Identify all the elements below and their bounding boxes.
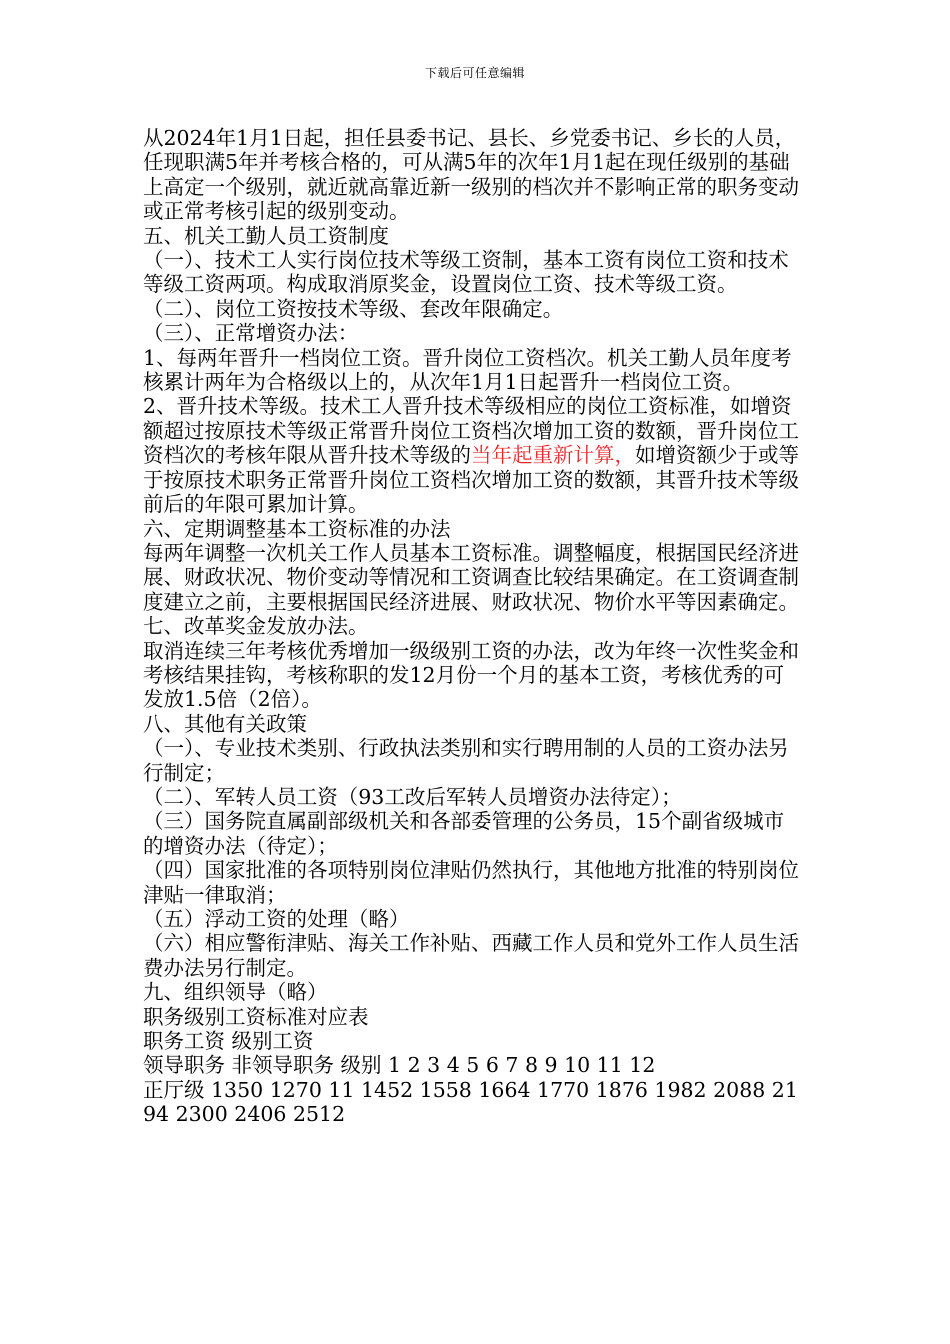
section-heading: 五、机关工勤人员工资制度 bbox=[143, 223, 389, 248]
text-segment: 如增资额少于或等于按原技术职务正常晋升岗位工资档次增加工资的数额，其晋升技术等级前后的年限可累加计算。 bbox=[143, 443, 799, 517]
paragraph: （四）国家批准的各项特别岗位津贴仍然执行，其他地方批准的特别岗位津贴一律取消； bbox=[143, 858, 799, 907]
section-heading: 九、组织领导（略） bbox=[143, 980, 328, 1005]
paragraph: （二）、岗位工资按技术等级、套改年限确定。 bbox=[143, 296, 564, 321]
paragraph: （三）国务院直属副部级机关和各部委管理的公务员，15个副省级城市的增资办法（待定）； bbox=[143, 809, 785, 858]
section-heading: 六、定期调整基本工资标准的办法 bbox=[143, 516, 451, 541]
section-heading: 八、其他有关政策 bbox=[143, 711, 307, 736]
document-body bbox=[143, 126, 803, 1127]
paragraph: （一）、技术工人实行岗位技术等级工资制，基本工资有岗位工资和技术等级工资两项。构成取消原奖金，设置岗位工资、技术等级工资。 bbox=[143, 248, 789, 297]
table-group-header: 职务工资 级别工资 bbox=[143, 1029, 314, 1054]
paragraph: （三）、正常增资办法： bbox=[143, 321, 359, 346]
paragraph-with-highlight bbox=[143, 394, 803, 516]
paragraph: （五）浮动工资的处理（略） bbox=[143, 907, 410, 931]
paragraph: 从2024年1月1日起，担任县委书记、县长、乡党委书记、乡长的人员，任现职满5年并考核合格的，可从满5年的次年1月1起在现任级别的基础上高定一个级别，就近就高靠近新一级别的档次并不影响正常的职务变动或正常考核引起的级别变动。 bbox=[143, 126, 799, 224]
paragraph: （一）、专业技术类别、行政执法类别和实行聘用制的人员的工资办法另行制定； bbox=[143, 736, 789, 785]
paragraph: 1、每两年晋升一档岗位工资。晋升岗位工资档次。机关工勤人员年度考核累计两年为合格级以上的，从次年1月1日起晋升一档岗位工资。 bbox=[143, 345, 792, 395]
highlighted-text: 当年起重新计算， bbox=[471, 443, 635, 468]
paragraph: 取消连续三年考核优秀增加一级级别工资的办法，改为年终一次性奖金和考核结果挂钩，考核称职的发12月份一个月的基本工资，考核优秀的可发放1.5倍（2倍）。 bbox=[143, 638, 799, 712]
table-row: 正厅级 1350 1270 11 1452 1558 1664 1770 1876 1982 2088 2194 2300 2406 2512 bbox=[143, 1077, 798, 1127]
page-header: 下载后可任意编辑 bbox=[424, 66, 525, 80]
table-header: 领导职务 非领导职务 级别 1 2 3 4 5 6 7 8 9 10 11 12 bbox=[143, 1053, 656, 1078]
text-segment: 2、晋升技术等级。技术工人晋升技术等级相应的岗位工资标准，如增资额超过按原技术等级正常晋升岗位工资档次增加工资的数额，晋升岗位工资档次的考核年限从晋升技术等级的 bbox=[143, 394, 799, 468]
section-heading: 七、改革奖金发放办法。 bbox=[143, 614, 369, 639]
paragraph: （六）相应警衔津贴、海关工作补贴、西藏工作人员和党外工作人员生活费办法另行制定。 bbox=[143, 931, 799, 980]
paragraph: 每两年调整一次机关工作人员基本工资标准。调整幅度，根据国民经济进展、财政状况、物价变动等情况和工资调查比较结果确定。在工资调查制度建立之前，主要根据国民经济进展、财政状况、物价水平等因素确定。 bbox=[143, 540, 799, 614]
table-title: 职务级别工资标准对应表 bbox=[143, 1004, 369, 1029]
paragraph: （二）、军转人员工资（93工改后军转人员增资办法待定）； bbox=[143, 784, 682, 809]
